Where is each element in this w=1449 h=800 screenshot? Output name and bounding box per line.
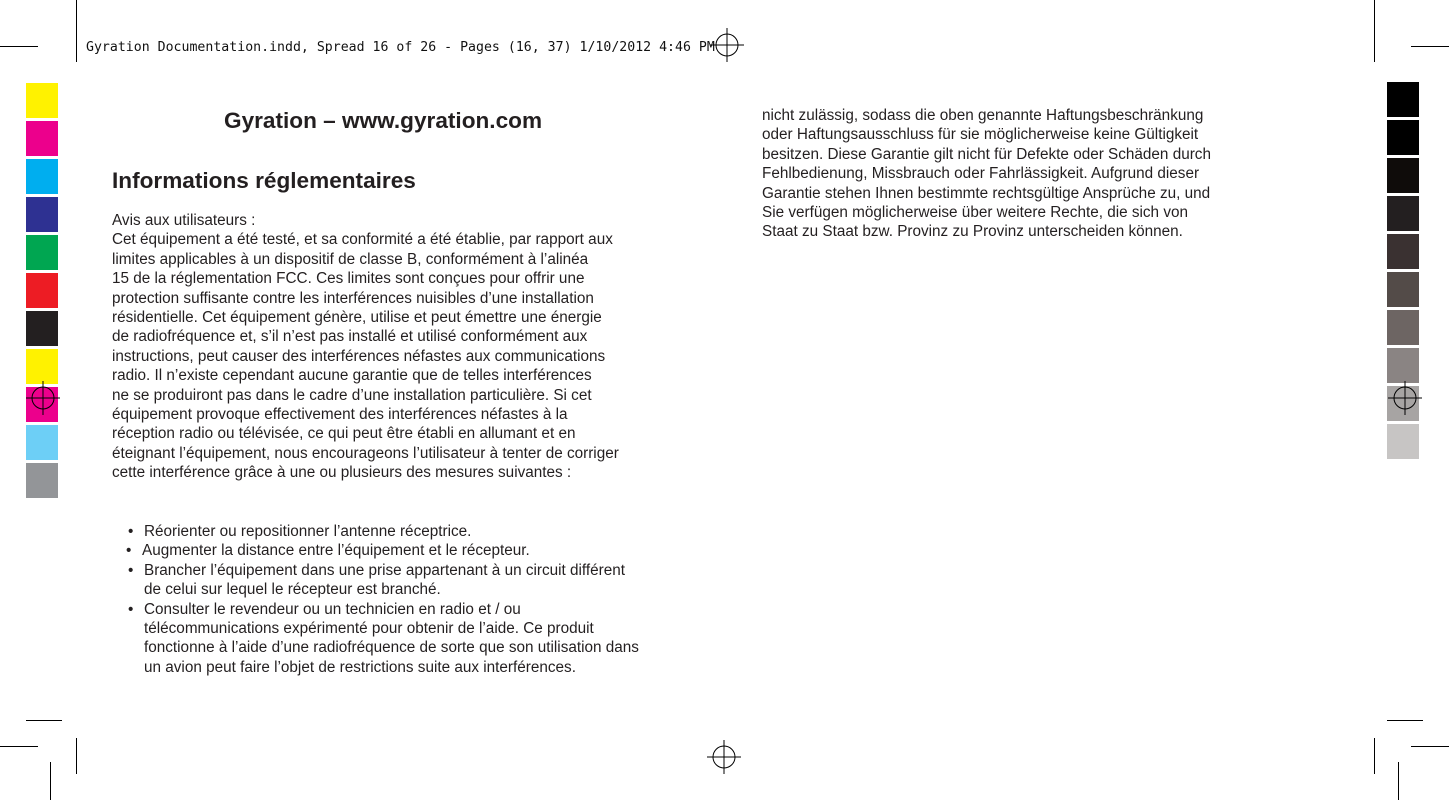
list-item <box>128 561 698 600</box>
color-swatch <box>26 159 58 194</box>
crop-mark <box>1387 720 1423 721</box>
color-swatch <box>26 425 58 460</box>
registration-mark-icon <box>707 740 741 774</box>
color-swatch <box>26 349 58 384</box>
regulatory-text <box>112 211 692 483</box>
list-item-text: Brancher l’équipement dans une prise appartenant à un circuit différent de celui sur lequel le récepteur est branché. <box>144 561 626 599</box>
printer-slug: Gyration Documentation.indd, Spread 16 of 26 - Pages (16, 37) 1/10/2012 4:46 PM <box>86 40 715 55</box>
color-swatch <box>26 273 58 308</box>
registration-mark-icon <box>710 28 744 62</box>
section-heading: Informations réglementaires <box>112 168 416 193</box>
gray-swatch <box>1387 234 1419 269</box>
bullet-icon: • <box>128 561 134 579</box>
color-swatch <box>26 311 58 346</box>
gray-swatch <box>1387 348 1419 383</box>
color-swatch <box>26 121 58 156</box>
color-swatch <box>26 463 58 498</box>
crop-mark <box>76 26 77 62</box>
gray-swatch <box>1387 310 1419 345</box>
crop-mark <box>0 46 38 47</box>
list-item-text: Augmenter la distance entre l’équipement et le récepteur. <box>142 542 530 560</box>
bullet-icon: • <box>126 542 132 560</box>
color-swatch <box>26 83 58 118</box>
crop-mark <box>0 746 38 747</box>
crop-mark <box>1411 46 1449 47</box>
gray-swatch <box>1387 272 1419 307</box>
crop-mark <box>1374 738 1375 774</box>
gray-swatch <box>1387 196 1419 231</box>
crop-mark <box>76 738 77 774</box>
list-item-text: Consulter le revendeur ou un technicien en radio et / ou télécommunications expérimenté pour obtenir de l’aide. Ce produit fonctionne à l’aide d’une radiofréquence de sorte que son utilisation dans un avion peut faire l’objet de restrictions suite aux interférences. <box>144 600 639 676</box>
list-item-text: Réorienter ou repositionner l’antenne réceptrice. <box>144 523 472 540</box>
color-swatch <box>26 197 58 232</box>
registration-mark-icon <box>26 381 60 415</box>
color-swatch <box>26 235 58 270</box>
bullet-icon: • <box>128 523 134 540</box>
list-item <box>128 600 698 678</box>
measures-list <box>128 522 698 677</box>
crop-mark <box>1374 26 1375 62</box>
intro-label: Avis aux utilisateurs : <box>112 212 256 229</box>
crop-mark <box>26 720 62 721</box>
color-calibration-bar <box>24 80 66 502</box>
warranty-text: nicht zulässig, sodass die oben genannte Haftungsbeschränkung oder Haftungsausschluss für sie möglicherweise keine Gültigkeit besitzen. Diese Garantie gilt nicht für Defekte oder Schäden durch Fehlbedienung, Missbrauch oder Fahrlässigkeit. Aufgrund dieser Garantie stehen Ihnen bestimmte rechtsgültige Ansprüche zu, und Sie verfügen möglicherweise über weitere Rechte, die sich von Staat zu Staat bzw. Provinz zu Provinz unterscheiden können. <box>762 107 1211 241</box>
crop-mark <box>50 762 51 800</box>
crop-mark <box>1411 746 1449 747</box>
intro-paragraph: Cet équipement a été testé, et sa conformité a été établie, par rapport aux limites applicables à un dispositif de classe B, conformément à l’alinéa 15 de la réglementation FCC. Ces limites sont conçues pour offrir une protection suffisante contre les interférences nuisibles d’une installation résidentielle. Cet équipement génère, utilise et peut émettre une énergie de radiofréquence et, s’il n’est pas installé et utilisé conformément aux instructions, peut causer des interférences néfastes aux communications radio. Il n’existe cependant aucune garantie que de telles interférences ne se produiront pas dans le cadre d’une installation particulière. Si cet équipement provoque effectivement des interférences néfastes à la réception radio ou télévisée, ce qui peut être établi en allumant et en éteignant l’équipement, nous encourageons l’utilisateur à tenter de corriger cette interférence grâce à une ou plusieurs des mesures suivantes : <box>112 231 619 482</box>
gray-swatch <box>1387 120 1419 155</box>
gray-swatch <box>1387 158 1419 193</box>
page-title: Gyration – www.gyration.com <box>224 108 543 133</box>
bullet-icon: • <box>128 600 134 618</box>
list-item <box>128 522 698 541</box>
gray-swatch <box>1387 424 1419 459</box>
registration-mark-icon <box>1388 381 1422 415</box>
crop-mark <box>1398 762 1399 800</box>
list-item <box>126 541 698 560</box>
gray-swatch <box>1387 82 1419 117</box>
